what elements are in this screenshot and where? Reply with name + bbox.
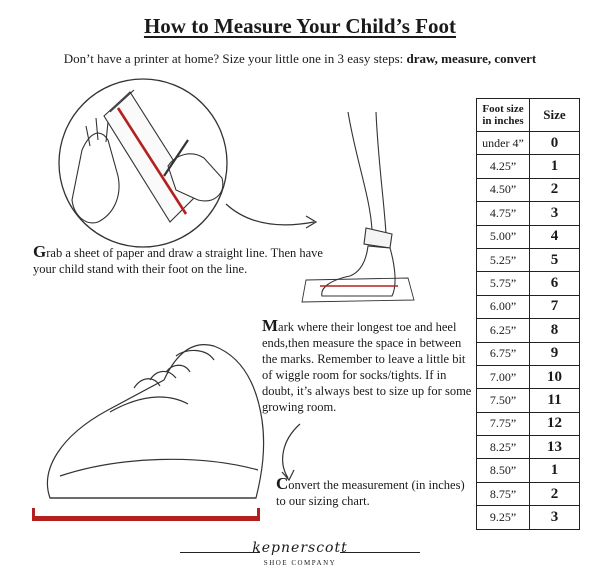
table-row <box>477 389 580 412</box>
table-row <box>477 178 580 201</box>
size-cell: 3 <box>530 202 580 225</box>
table-row <box>477 248 580 271</box>
table-row <box>477 342 580 365</box>
inch-cell: 9.25” <box>477 506 530 529</box>
size-cell: 1 <box>530 155 580 178</box>
step-3-text: Convert the measurement (in inches) to our sizing chart. <box>276 474 465 508</box>
drawing-hands-illustration <box>59 79 227 247</box>
curved-arrow-icon <box>226 204 314 225</box>
inch-cell: 7.75” <box>477 412 530 435</box>
table-row <box>477 225 580 248</box>
inch-cell: 7.00” <box>477 365 530 388</box>
table-row <box>477 482 580 505</box>
size-cell: 13 <box>530 436 580 459</box>
inch-cell: 8.75” <box>477 482 530 505</box>
size-cell: 2 <box>530 482 580 505</box>
size-cell: 8 <box>530 319 580 342</box>
table-row <box>477 202 580 225</box>
step-2-text: Mark where their longest toe and heel ends,then measure the space in between the marks. Remember to leave a little bit of wiggle room for socks/tights. If in doubt, it’s always best to size up for some growing room. <box>262 316 472 414</box>
table-row <box>477 506 580 529</box>
inch-cell: 6.00” <box>477 295 530 318</box>
logo-company: SHOE COMPANY <box>263 559 337 567</box>
inch-cell: 5.00” <box>477 225 530 248</box>
size-cell: 5 <box>530 248 580 271</box>
size-cell: 11 <box>530 389 580 412</box>
size-cell: 12 <box>530 412 580 435</box>
size-cell: 4 <box>530 225 580 248</box>
table-row <box>477 319 580 342</box>
page-subtitle: Don’t have a printer at home? Size your little one in 3 easy steps: draw, measure, convert <box>63 51 537 66</box>
inch-cell: 8.50” <box>477 459 530 482</box>
inch-cell: under 4” <box>477 132 530 155</box>
size-cell: 0 <box>530 132 580 155</box>
inch-cell: 4.75” <box>477 202 530 225</box>
size-cell: 3 <box>530 506 580 529</box>
table-row <box>477 365 580 388</box>
table-row <box>477 459 580 482</box>
size-chart-table <box>476 98 580 530</box>
size-cell: 6 <box>530 272 580 295</box>
inch-cell: 6.25” <box>477 319 530 342</box>
inch-cell: 4.25” <box>477 155 530 178</box>
table-row <box>477 272 580 295</box>
size-cell: 9 <box>530 342 580 365</box>
inch-cell: 8.25” <box>477 436 530 459</box>
size-cell: 10 <box>530 365 580 388</box>
logo-script: kepnerscott <box>252 540 348 556</box>
table-row <box>477 436 580 459</box>
table-row <box>477 295 580 318</box>
inch-cell: 7.50” <box>477 389 530 412</box>
size-cell: 1 <box>530 459 580 482</box>
header-foot-size: Foot size in inches <box>477 99 530 132</box>
step-1-text: Grab a sheet of paper and draw a straight line. Then have your child stand with their foot on the line. <box>33 242 323 276</box>
inch-cell: 5.25” <box>477 248 530 271</box>
page-title: How to Measure Your Child’s Foot <box>143 14 457 38</box>
brand-logo <box>180 540 420 572</box>
shoe-illustration <box>47 345 263 498</box>
size-cell: 2 <box>530 178 580 201</box>
inch-cell: 4.50” <box>477 178 530 201</box>
inch-cell: 5.75” <box>477 272 530 295</box>
inch-cell: 6.75” <box>477 342 530 365</box>
table-row <box>477 155 580 178</box>
table-row <box>477 412 580 435</box>
header-size: Size <box>530 99 580 132</box>
table-row <box>477 132 580 155</box>
size-cell: 7 <box>530 295 580 318</box>
